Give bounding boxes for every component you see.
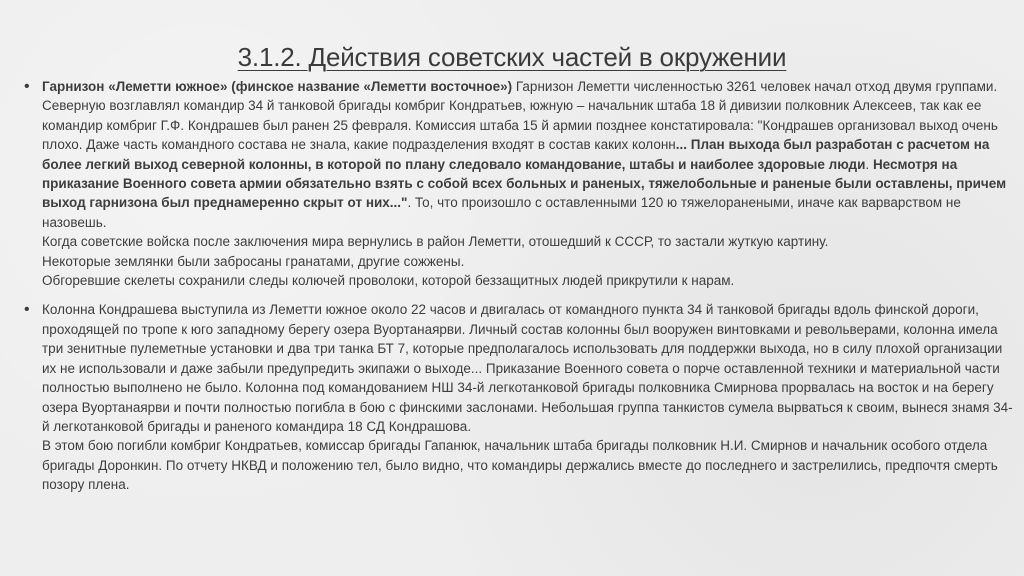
slide-title: 3.1.2. Действия советских частей в окружении — [237, 42, 787, 72]
bullet-text: . То, что произошло с оставленными 120 ю тяжелоранеными, иначе как варварством не назовешь. — [42, 195, 961, 230]
bullet-bold-text: Несмотря на приказание Военного совета армии обязательно взять с собой всех больных и раненых, тяжелобольные и раненые были оставлены, причем выход гарнизона был преднамеренно скрыт от них..." — [42, 156, 1007, 211]
bullet-text: . — [865, 156, 873, 172]
bullet-text: Гарнизон Леметти численностью 3261 человек начал отход двумя группами. Северную возглавлял командир 34 й танковой бригады комбриг Кондратьев, южную – начальник штаба 18 й дивизии полковник Алексеев, так как ее командир комбриг Г.Ф. Кондрашев был ранен 25 февраля. Комиссия штаба 15 й армии позднее констатировала: "Кондрашев организовал выход очень плохо. Даже часть командного состава не знала, какие подразделения входят в состав каких колонн — [42, 79, 998, 153]
bullet-line: В этом бою погибли комбриг Кондратьев, комиссар бригады Гапанюк, начальник штаба бригады полковник Н.И. Смирнов и начальник особого отдела бригады Доронкин. По отчету НКВД и положению тел, было видно, что командиры держались вместе до последнего и застрелились, предпочтя смерть позору плена. — [42, 438, 998, 493]
bullet-line: Обгоревшие скелеты сохранили следы колючей проволоки, которой беззащитных людей прикрутили к нарам. — [42, 273, 735, 289]
bullet-item-kondrashev-column — [24, 300, 1014, 494]
bullet-heading: Гарнизон «Леметти южное» (финское название «Леметти восточное») — [42, 79, 513, 94]
bullet-line: Некоторые землянки были забросаны гранатами, другие сожжены. — [42, 253, 465, 269]
bullet-bold-text: ... План выхода был разработан с расчетом на более легкий выход северной колонны, в которой по плану следовало командование, штабы и наиболее здоровые люди — [42, 137, 990, 172]
bullet-item-lemetti-garrison — [24, 77, 1014, 290]
slide-content — [24, 77, 1014, 495]
bullet-line: Когда советские войска после заключения мира вернулись в район Леметти, отошедший к СССР, то застали жуткую картину. — [42, 234, 829, 250]
bullet-text: Колонна Кондрашева выступила из Леметти южное около 22 часов и двигалась от командного пункта 34 й танковой бригады вдоль финской дороги, проходящей по тропе к юго западному берегу озера Вуортанаярви. Личный состав колонны был вооружен винтовками и револьверами, колонна имела три зенитные пулеметные установки и два три танка БТ 7, которые предполагалось использовать для поддержки выхода, но в силу плохой организации их не использовали и даже забыли предупредить экипажи о выходе... Приказание Военного совета о порче оставленной техники и материальной части полностью выполнено не было. Колонна под командованием НШ 34-й легкотанковой бригады полковника Смирнова прорвалась на восток и на берегу озера Вуортанаярви и почти полностью погибла в бою с финскими заслонами. Небольшая группа танкистов сумела вырваться к своим, вынеся знамя 34-й легкотанковой бригады и раненого командира 18 СД Кондрашова. — [42, 302, 1013, 434]
